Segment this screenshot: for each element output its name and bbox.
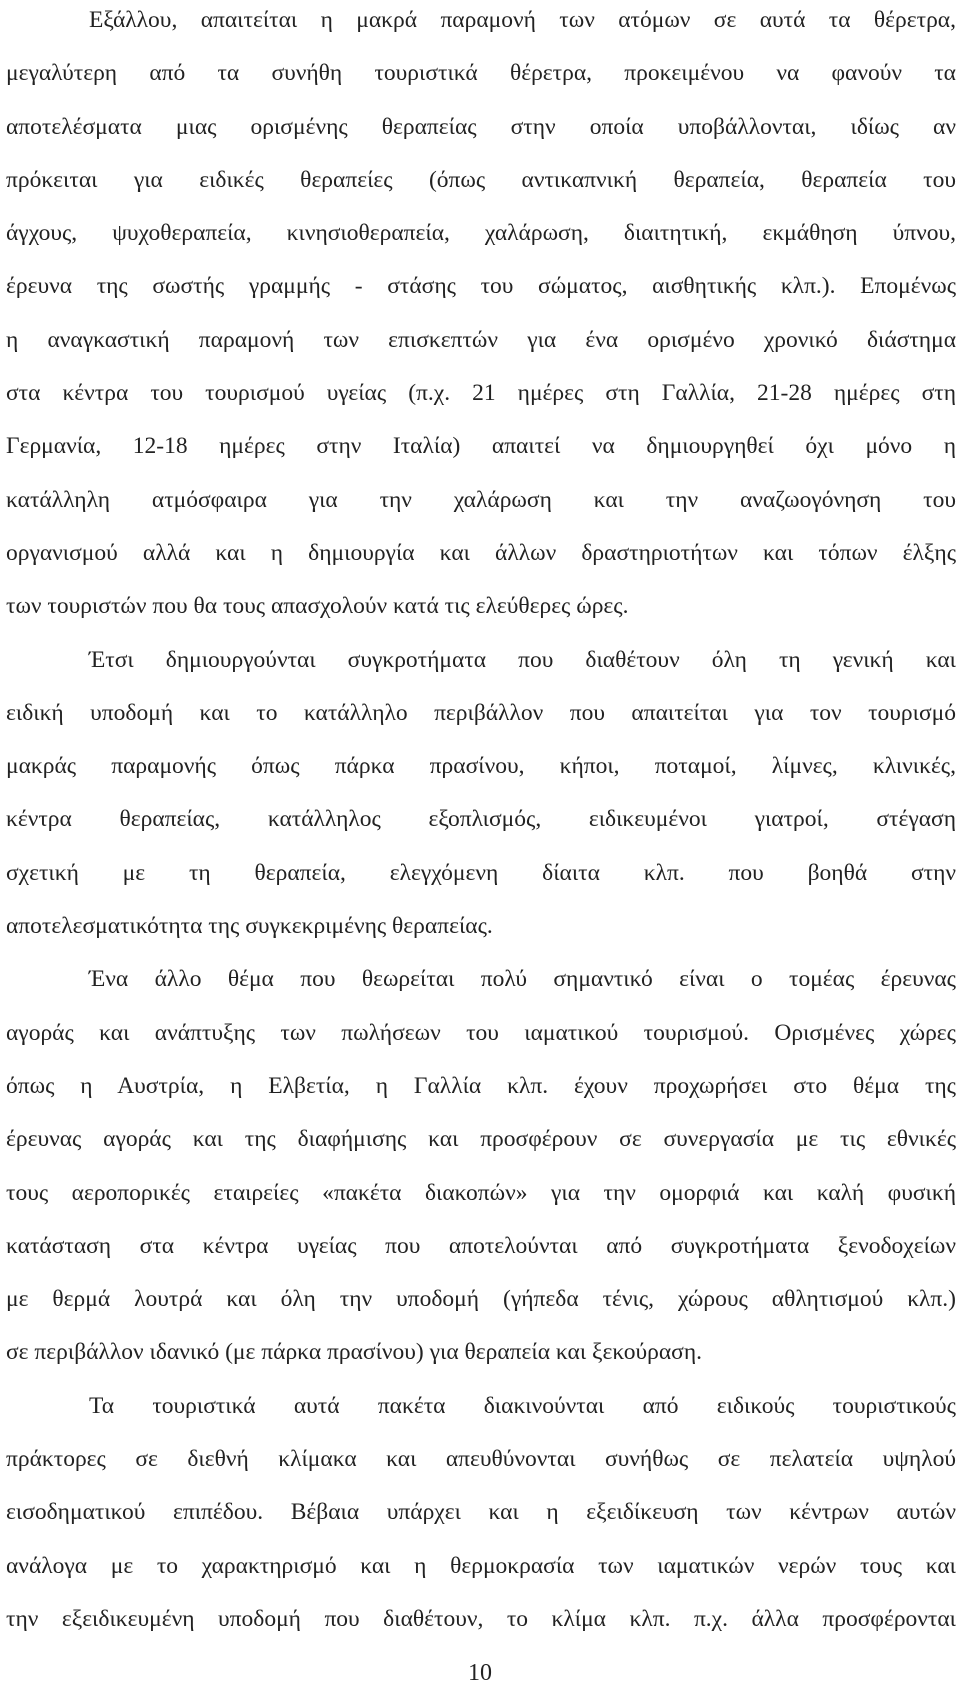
text-line: η αναγκαστική παραμονή των επισκεπτών για ένα ορισμένο χρονικό διάστημα	[6, 326, 956, 353]
text-line: Έτσι δημιουργούνται συγκροτήματα που διαθέτουν όλη τη γενική και	[89, 646, 956, 673]
text-line: με θερμά λουτρά και όλη την υποδομή (γήπεδα τένις, χώρους αθλητισμού κλπ.)	[6, 1286, 956, 1313]
text-line: πρόκειται για ειδικές θεραπείες (όπως αντικαπνική θεραπεία, θεραπεία του	[6, 166, 956, 193]
text-line: οργανισμού αλλά και η δημιουργία και άλλων δραστηριοτήτων και τόπων έλξης	[6, 539, 956, 566]
text-line: Ένα άλλο θέμα που θεωρείται πολύ σημαντικό είναι ο τομέας έρευνας	[89, 966, 956, 993]
page-number: 10	[468, 1660, 492, 1686]
text-line: έρευνας αγοράς και της διαφήμισης και προσφέρουν σε συνεργασία με τις εθνικές	[6, 1126, 956, 1153]
text-line: στα κέντρα του τουρισμού υγείας (π.χ. 21 ημέρες στη Γαλλία, 21-28 ημέρες στη	[6, 380, 956, 407]
text-line: Τα τουριστικά αυτά πακέτα διακινούνται από ειδικούς τουριστικούς	[89, 1392, 956, 1419]
text-line: κατάλληλη ατμόσφαιρα για την χαλάρωση και την αναζωογόνηση του	[6, 486, 956, 513]
text-line: αποτελεσματικότητα της συγκεκριμένης θεραπείας.	[6, 913, 493, 940]
text-line: αγοράς και ανάπτυξης των πωλήσεων του ιαματικού τουρισμού. Ορισμένες χώρες	[6, 1019, 956, 1046]
text-line: αποτελέσματα μιας ορισμένης θεραπείας στην οποία υποβάλλονται, ιδίως αν	[6, 113, 956, 140]
text-line: σχετική με τη θεραπεία, ελεγχόμενη δίαιτα κλπ. που βοηθά στην	[6, 859, 956, 886]
text-line: Γερμανία, 12-18 ημέρες στην Ιταλία) απαιτεί να δημιουργηθεί όχι μόνο η	[6, 433, 956, 460]
text-line: σε περιβάλλον ιδανικό (με πάρκα πρασίνου) για θεραπεία και ξεκούραση.	[6, 1339, 702, 1366]
text-line: κατάσταση στα κέντρα υγείας που αποτελούνται από συγκροτήματα ξενοδοχείων	[6, 1232, 956, 1259]
text-line: την εξειδικευμένη υποδομή που διαθέτουν, το κλίμα κλπ. π.χ. άλλα προσφέρονται	[6, 1605, 956, 1632]
body-text	[6, 0, 956, 1652]
text-line: μακράς παραμονής όπως πάρκα πρασίνου, κήποι, ποταμοί, λίμνες, κλινικές,	[6, 753, 956, 780]
text-line: άγχους, ψυχοθεραπεία, κινησιοθεραπεία, χαλάρωση, διαιτητική, εκμάθηση ύπνου,	[6, 220, 956, 247]
text-line: μεγαλύτερη από τα συνήθη τουριστικά θέρετρα, προκειμένου να φανούν τα	[6, 60, 956, 87]
text-line: ειδική υποδομή και το κατάλληλο περιβάλλον που απαιτείται για τον τουρισμό	[6, 699, 956, 726]
text-line: εισοδηματικού επιπέδου. Βέβαια υπάρχει και η εξειδίκευση των κέντρων αυτών	[6, 1499, 956, 1526]
text-line: Εξάλλου, απαιτείται η μακρά παραμονή των ατόμων σε αυτά τα θέρετρα,	[89, 7, 956, 33]
text-line: όπως η Αυστρία, η Ελβετία, η Γαλλία κλπ. έχουν προχωρήσει στο θέμα της	[6, 1072, 956, 1099]
text-line: πράκτορες σε διεθνή κλίμακα και απευθύνονται συνήθως σε πελατεία υψηλού	[6, 1446, 956, 1473]
text-line: ανάλογα με το χαρακτηρισμό και η θερμοκρασία των ιαματικών νερών τους και	[6, 1552, 956, 1579]
text-line: κέντρα θεραπείας, κατάλληλος εξοπλισμός, ειδικευμένοι γιατροί, στέγαση	[6, 806, 956, 833]
text-line: των τουριστών που θα τους απασχολούν κατά τις ελεύθερες ώρες.	[6, 593, 629, 620]
text-line: έρευνα της σωστής γραμμής - στάσης του σώματος, αισθητικής κλπ.). Επομένως	[6, 273, 956, 300]
text-line: τους αεροπορικές εταιρείες «πακέτα διακοπών» για την ομορφιά και καλή φυσική	[6, 1179, 956, 1206]
